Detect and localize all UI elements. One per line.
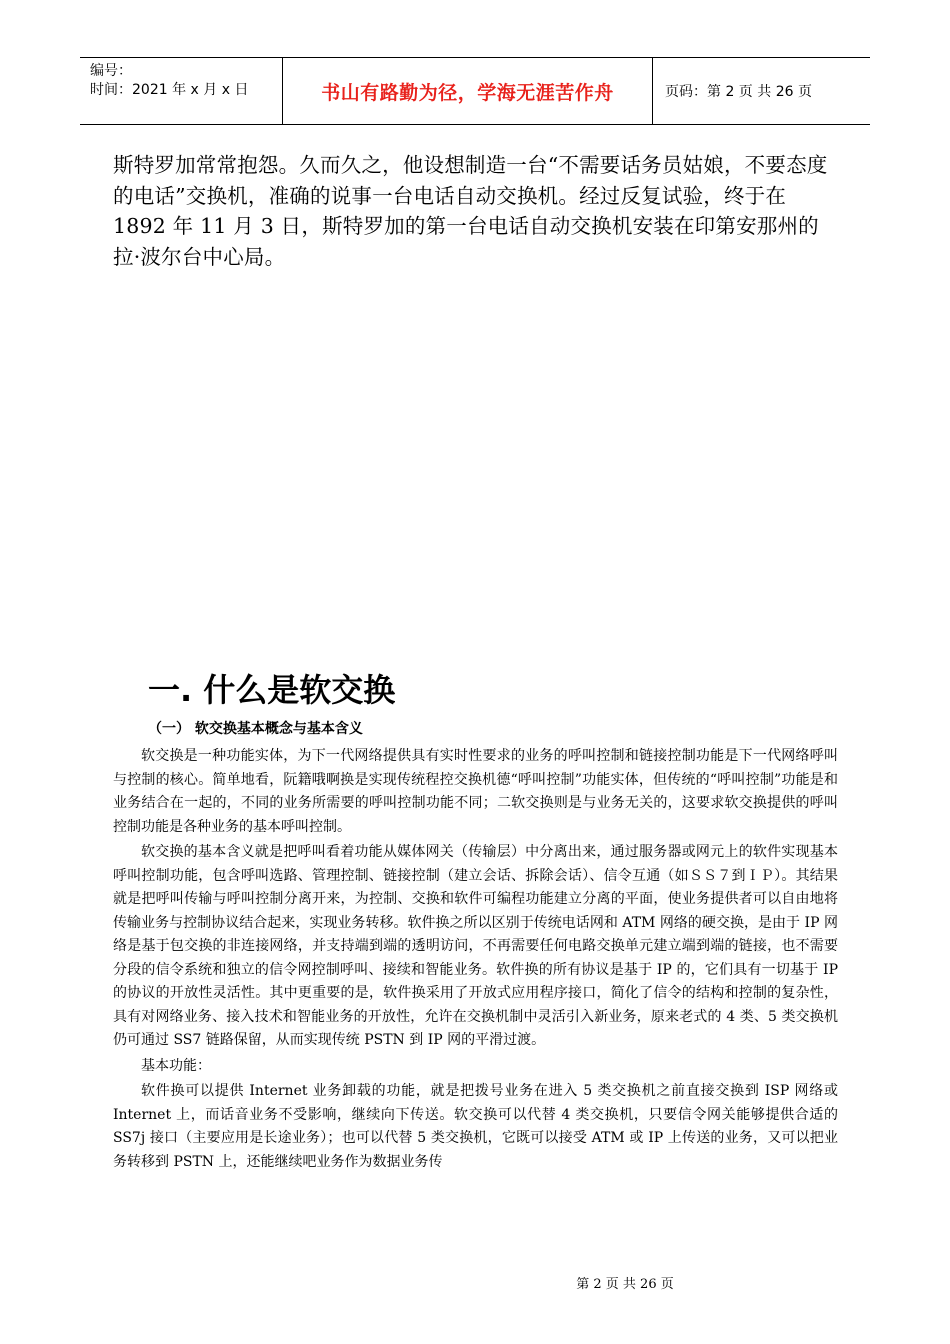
body-text [113, 745, 838, 1176]
header-time-label: 时间：2021 年 x 月 x 日 [90, 82, 249, 98]
paragraph-meaning: 软交换的基本含义就是把呼叫看着功能从媒体网关（传输层）中分离出来，通过服务器或网元上的软件实现基本呼叫控制功能，包含呼叫选路、管理控制、链接控制（建立会话、拆除会话）、信令互通（如ＳＳ７到ＩＰ）。其结果就是把呼叫传输与呼叫控制分离开来，为控制、交换和软件可编程功能建立分离的平面，使业务提供者可以自由地将传输业务与控制协议结合起来，实现业务转移。软件换之所以区别于传统电话网和 ATM 网络的硬交换，是由于 IP 网络是基于包交换的非连接网络，并支持端到端的透明访问，不再需要任何电路交换单元建立端到端的链接，也不需要分段的信令系统和独立的信令网控制呼叫、接续和智能业务。软件换的所有协议是基于 IP 的，它们具有一切基于 IP 的协议的开放性灵活性。其中更重要的是，软件换采用了开放式应用程序接口，简化了信令的结构和控制的复杂性，具有对网络业务、接入技术和智能业务的开放性，允许在交换机制中灵活引入新业务，原来老式的 4 类、5 类交换机仍可通过 SS7 链路保留，从而实现传统 PSTN 到 IP 网的平滑过渡。 [113, 844, 838, 1048]
header-meta [80, 58, 283, 124]
paragraph-definition: 软交换是一种功能实体，为下一代网络提供具有实时性要求的业务的呼叫控制和链接控制功能是下一代网络呼叫与控制的核心。简单地看，阮籍哦啊换是实现传统程控交换机德“呼叫控制”功能实体，但传统的“呼叫控制”功能是和业务结合在一起的，不同的业务所需要的呼叫控制功能不同；二软交换则是与业务无关的，这要求软交换提供的呼叫控制功能是各种业务的基本呼叫控制。 [113, 748, 838, 835]
paragraph-functions: 软件换可以提供 Internet 业务卸载的功能，就是把拨号业务在进入 5 类交换机之前直接交换到 ISP 网络或 Internet 上，而话音业务不受影响，继续向下传送。软交换可以代替 4 类交换机，只要信令网关能够提供合适的 SS7j 接口（主要应用是长途业务）；也可以代替 5 类交换机，它既可以接受 ATM 或 IP 上传送的业务，又可以把业务转移到 PSTN 上，还能继续吧业务作为数据业务传 [113, 1083, 838, 1170]
footer-page-number: 第 2 页 共 26 页 [576, 1277, 674, 1292]
section-title: 一. 什么是软交换 [148, 671, 396, 709]
section-subtitle: （一） 软交换基本概念与基本含义 [148, 721, 363, 737]
paragraph-functions-label: 基本功能： [141, 1057, 211, 1074]
continuation-paragraph: 斯特罗加常常抱怨。久而久之，他设想制造一台“不需要话务员姑娘，不要态度的电话”交换机，准确的说事一台电话自动交换机。经过反复试验，终于在 1892 年 11 月 3 日，斯特罗加的第一台电话自动交换机安装在印第安那州的拉·波尔台中心局。 [113, 153, 828, 269]
header-motto: 书山有路勤为径，学海无涯苦作舟 [283, 58, 653, 124]
header-page-info: 页码：第 2 页 共 26 页 [665, 84, 812, 100]
page-footer [0, 1273, 950, 1292]
page-header [80, 57, 870, 125]
header-number-label: 编号： [90, 63, 132, 79]
